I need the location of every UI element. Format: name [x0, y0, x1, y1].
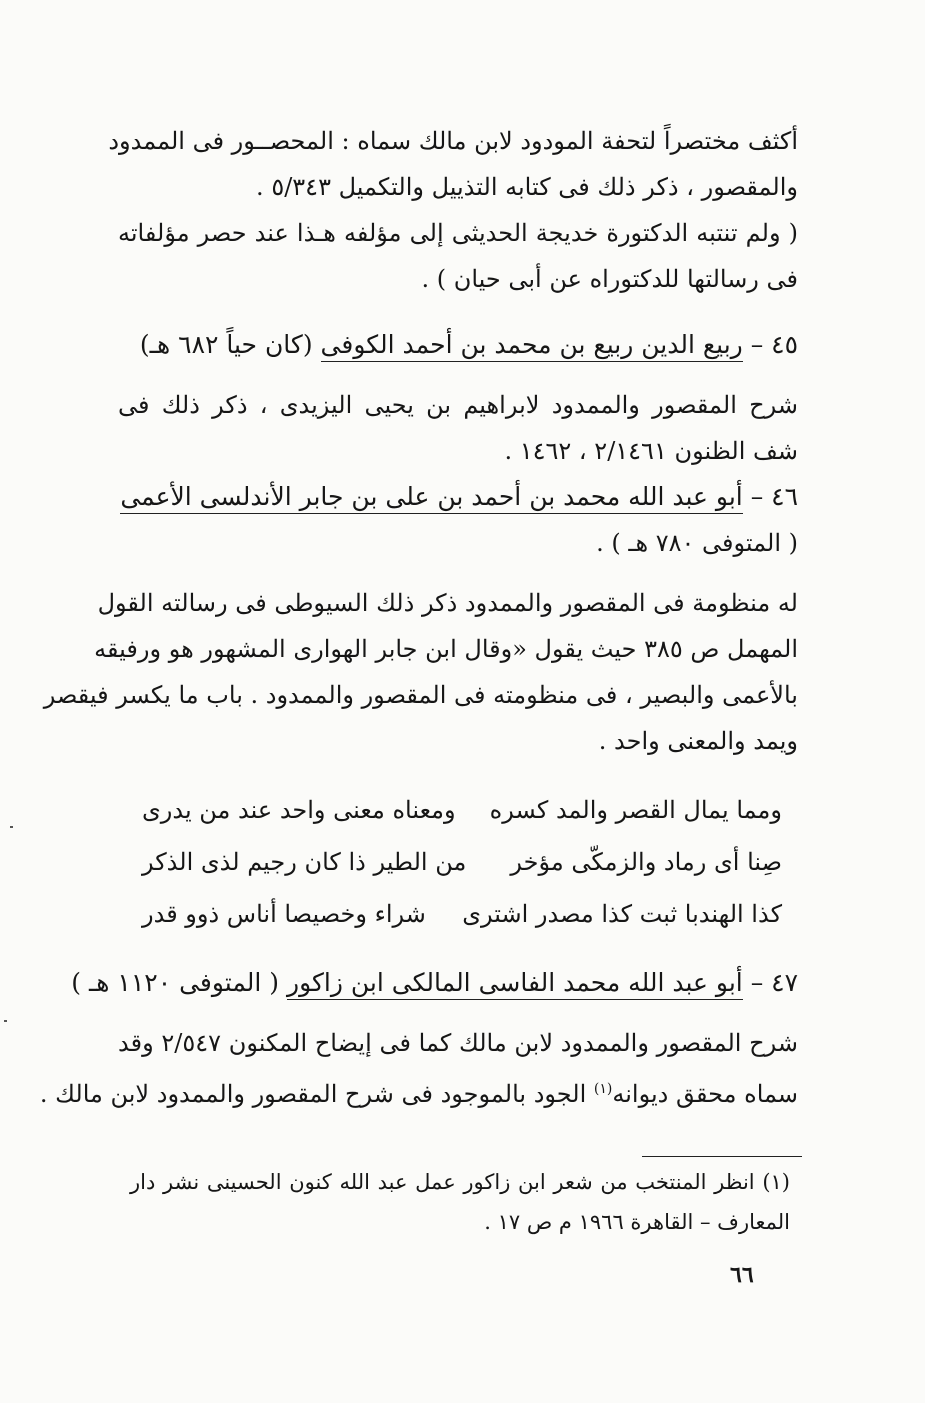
paragraph-2-line-1: ( ولم تنتبه الدكتورة خديجة الحديثى إلى مؤلفه هـذا عند حصر مؤلفاته [118, 219, 798, 247]
body-text: سماه محقق ديوانه [612, 1080, 798, 1108]
footnote-separator [642, 1156, 802, 1157]
entry-45-body-line-2: شف الظنون ٢/١٤٦١ ، ١٤٦٢ . [504, 437, 798, 465]
entry-47-body-line-2 [39, 1066, 798, 1112]
entry-45-body-line-1: شرح المقصور والممدود لابراهيم بن يحيى اليزيدى ، ذكر ذلك فى [118, 391, 798, 419]
footnote-line-1: (١) انظر المنتخب من شعر ابن زاكور عمل عبد الله كنون الحسينى نشر دار [130, 1170, 790, 1194]
verse-line [118, 836, 798, 888]
scan-speck [4, 1020, 7, 1022]
verse-second-hemistich: ومعناه معنى واحد عند من يدرى [142, 796, 456, 824]
entry-number: ٤٦ – [750, 482, 798, 511]
body-text: الجود بالموجود فى شرح المقصور والممدود لابن مالك . [39, 1080, 594, 1108]
entry-name: أبو عبد الله محمد الفاسى المالكى ابن زاكور [287, 968, 743, 1000]
entry-46-dates: ( المتوفى ٧٨٠ هـ ) . [596, 529, 798, 557]
entry-46-body-line-2: المهمل ص ٣٨٥ حيث يقول «وقال ابن جابر الهوارى المشهور هو ورفيقه [94, 635, 798, 663]
page-number: ٦٦ [730, 1262, 754, 1288]
footnote-reference: (١) [593, 1081, 613, 1097]
verse-second-hemistich: شراء وخصيصا أناس ذوو قدر [142, 900, 426, 928]
entry-46-heading [118, 474, 798, 520]
paragraph-2-line-2: فى رسالتها للدكتوراه عن أبى حيان ) . [421, 265, 798, 293]
verse-second-hemistich: من الطير ذا كان رجيم لذى الذكر [142, 848, 467, 876]
entry-46-body-line-4: ويمد والمعنى واحد . [598, 727, 798, 755]
entry-47-body-line-1: شرح المقصور والممدود لابن مالك كما فى إيضاح المكنون ٢/٥٤٧ وقد [118, 1029, 798, 1057]
entry-47-heading [71, 960, 798, 1006]
entry-dates: ( المتوفى ١١٢٠ هـ ) [71, 968, 280, 997]
entry-number: ٤٥ – [750, 330, 798, 359]
verse-line [118, 784, 798, 836]
entry-dates: (كان حياً ٦٨٢ هـ) [139, 330, 313, 359]
verse-line [118, 888, 798, 940]
entry-46-body-line-1: له منظومة فى المقصور والممدود ذكر ذلك السيوطى فى رسالته القول [97, 589, 798, 617]
paragraph-1-line-1: أكثف مختصراً لتحفة المودود لابن مالك سماه : المحصــور فى الممدود [108, 127, 798, 155]
entry-number: ٤٧ – [750, 968, 798, 997]
paragraph-1-line-2: والمقصور ، ذكر ذلك فى كتابه التذييل والتكميل ٥/٣٤٣ . [256, 173, 798, 201]
entry-46-body-line-3: بالأعمى والبصير ، فى منظومته فى المقصور والممدود . باب ما يكسر فيقصر [43, 681, 798, 709]
entry-name: أبو عبد الله محمد بن أحمد بن على بن جابر الأندلسى الأعمى [120, 482, 742, 514]
entry-name: ربيع الدين ربيع بن محمد بن أحمد الكوفى [321, 330, 743, 362]
verse-first-hemistich: صِنا أى رماد والزمكّى مؤخر [510, 848, 782, 876]
footnotes [130, 1162, 790, 1242]
verse-first-hemistich: ومما يمال القصر والمد كسره [489, 796, 782, 824]
main-text [39, 118, 798, 1112]
scan-speck [10, 826, 13, 828]
verse-first-hemistich: كذا الهندبا ثبت كذا مصدر اشترى [462, 900, 782, 928]
entry-45-heading [118, 322, 798, 368]
footnote-line-2: المعارف – القاهرة ١٩٦٦ م ص ١٧ . [484, 1210, 790, 1234]
